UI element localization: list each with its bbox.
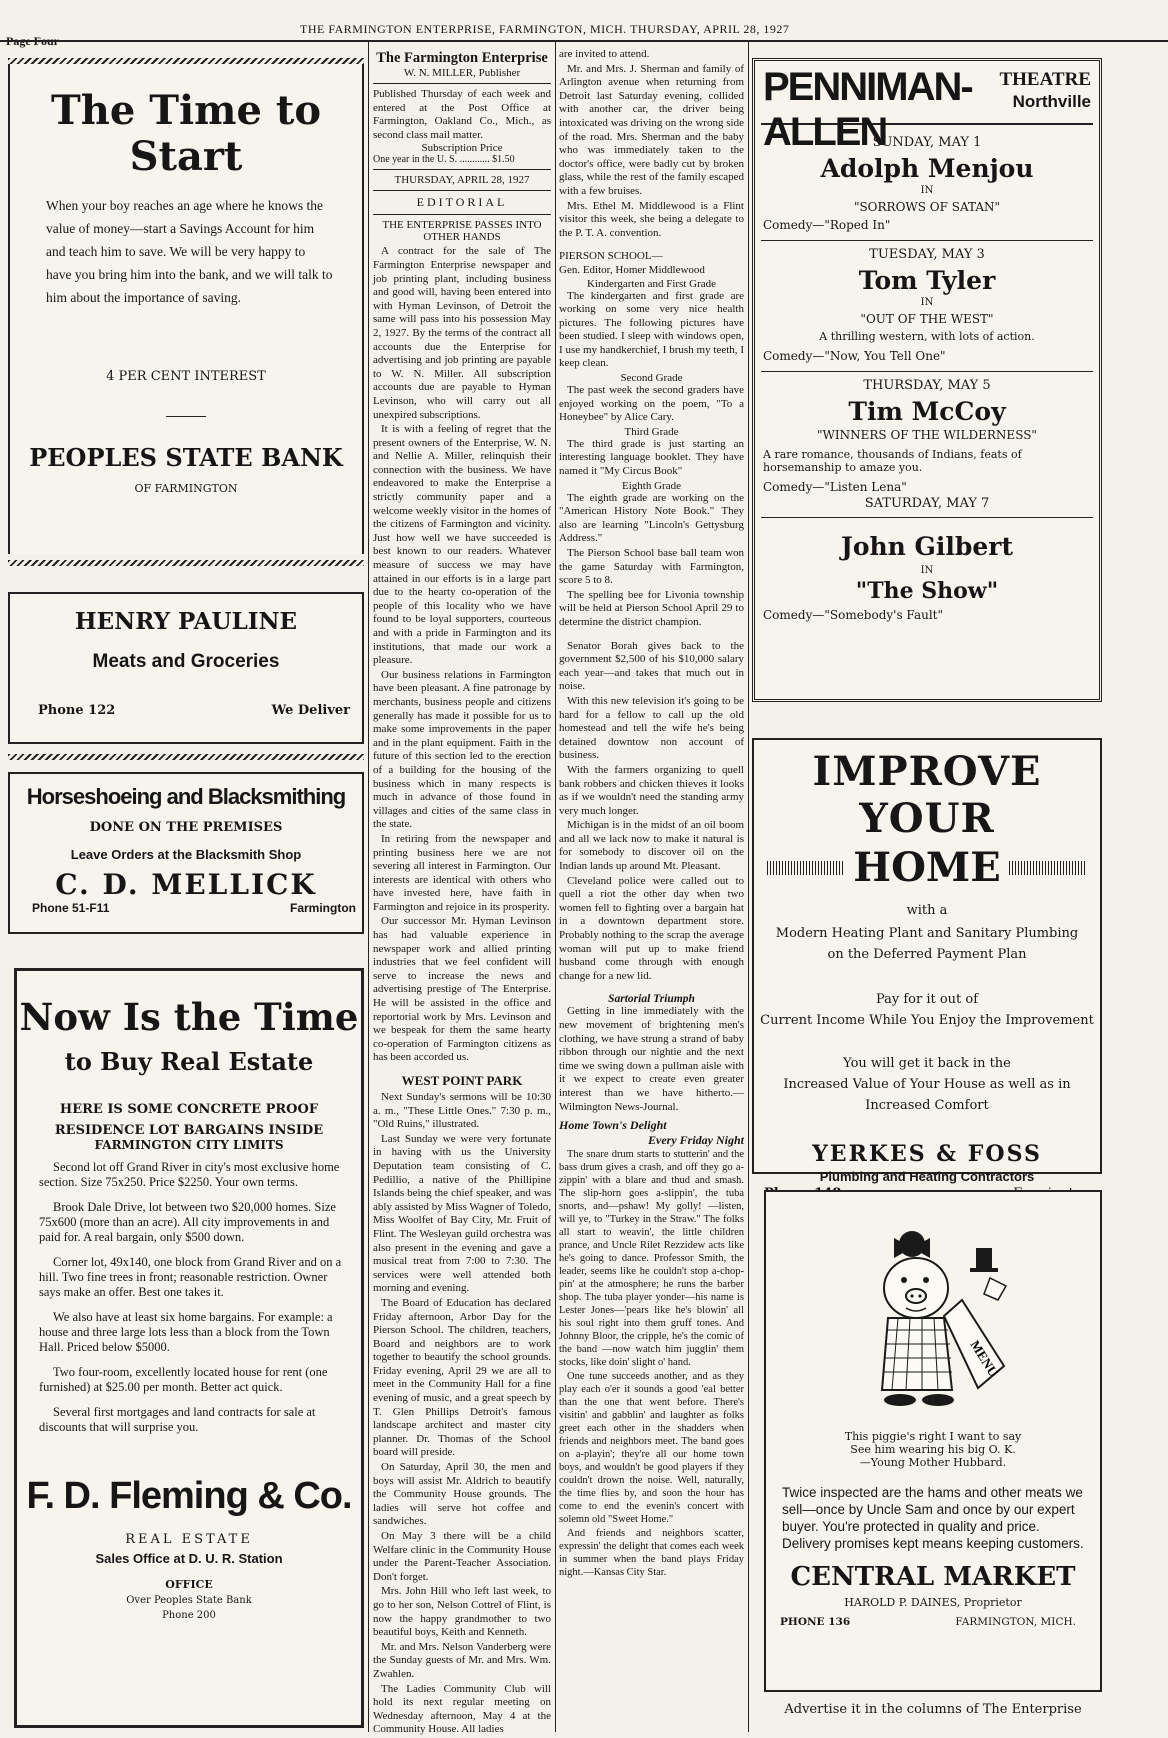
news-briefs bbox=[559, 640, 744, 984]
show-star: Tim McCoy bbox=[848, 397, 1006, 426]
fleming-office: OFFICE bbox=[165, 1578, 213, 1591]
mellick-title: Horseshoeing and Blacksmithing bbox=[26, 784, 346, 809]
wp-p6: Mrs. John Hill who left last week, to go to her son, Nelson Cottrel of Flint, is now the happy grandmother to two beautiful boys, Keith and Kenneth. bbox=[373, 1585, 551, 1639]
yerkes-modern: Modern Heating Plant and Sanitary Plumbing bbox=[775, 926, 1079, 941]
grade2-text: The past week the second graders have enjoyed working on the poem, "To a Honeybee" by Alice Cary. bbox=[559, 384, 744, 424]
masthead-title: THE FARMINGTON ENTERPRISE, FARMINGTON, MICH. THURSDAY, APRIL 28, 1927 bbox=[300, 22, 790, 36]
bank-ad bbox=[8, 64, 364, 554]
fleming-p4: We also have at least six home bargains. For example: a house and three large lots less than a block from the Town Hall. Priced below $5000. bbox=[39, 1310, 333, 1354]
show-comedy: Comedy—"Now, You Tell One" bbox=[763, 349, 946, 363]
kindergarten-head: Kindergarten and First Grade bbox=[586, 277, 716, 290]
column-rule bbox=[748, 42, 749, 1732]
show-in: IN bbox=[920, 565, 934, 576]
news-column bbox=[559, 48, 744, 1580]
fleming-office-loc: Over Peoples State Bank bbox=[126, 1595, 252, 1606]
kindergarten-text: The kindergarten and first grade are working on some very nice health pictures. The following pictures have been studied. I sleep with windows open, I use my handkerchief, I brush my teeth, I keep clean. bbox=[559, 289, 744, 370]
yerkes-back3: Increased Comfort bbox=[865, 1098, 989, 1113]
show-day: SATURDAY, MAY 7 bbox=[864, 496, 990, 511]
hometown-head: Home Town's Delight bbox=[559, 1118, 667, 1133]
show-film: "WINNERS OF THE WILDERNESS" bbox=[817, 428, 1037, 442]
theatre-town: Northville bbox=[1012, 92, 1091, 111]
subscription-price: One year in the U. S. ............ $1.50 bbox=[373, 154, 515, 166]
fleming-proof-1: HERE IS SOME CONCRETE PROOF bbox=[59, 1102, 319, 1117]
editorial-label: EDITORIAL bbox=[416, 195, 508, 210]
grade8-baseball: The Pierson School base ball team won the game Saturday with Farmington, score 5 to 8. bbox=[559, 547, 744, 587]
bank-name: PEOPLES STATE BANK bbox=[29, 443, 343, 472]
grade8-text: The eighth grade are working on the "American History Note Book." They also are learning "Lincoln's Gettysburg Address." bbox=[559, 491, 744, 545]
hometown-sub: Every Friday Night bbox=[648, 1133, 744, 1148]
pauline-footer bbox=[38, 703, 350, 718]
show-day: SUNDAY, MAY 1 bbox=[872, 135, 982, 150]
column-rule bbox=[368, 42, 369, 1732]
central-name: CENTRAL MARKET bbox=[790, 1562, 1076, 1592]
subscription-label: Subscription Price bbox=[421, 142, 503, 155]
bank-title-2: Start bbox=[129, 133, 243, 180]
pauline-name: HENRY PAULINE bbox=[74, 608, 298, 635]
pauline-deliver: We Deliver bbox=[271, 703, 350, 718]
central-market-ad bbox=[764, 1190, 1102, 1692]
editorial-column bbox=[373, 50, 551, 1738]
hometown-p2: One tune succeeds another, and as they play each o'er it sounds a good 'eal better than the one that went before. There's visitin' and gabblin' and laughter as folks greet each other in the shadders when friends and neighbors meet. The band goes on a-playin'; they're all our home town boys, and wouldn't be good players if they couldn't drown the noise. Well, naturally, the time flies by, and soon the hour has come to end the evenin's concert with solemn old "Sweet Home." bbox=[559, 1371, 744, 1526]
mellick-sub: DONE ON THE PREMISES bbox=[89, 820, 283, 835]
mellick-town: Farmington bbox=[290, 901, 356, 915]
yerkes-pay1: Pay for it out of bbox=[875, 992, 979, 1007]
border-zigzag bbox=[8, 754, 364, 760]
mellick-orders: Leave Orders at the Blacksmith Shop bbox=[70, 847, 302, 862]
pig-chef-illustration bbox=[858, 1220, 1018, 1416]
grade2-head: Second Grade bbox=[620, 372, 683, 385]
editorial-headline: THE ENTERPRISE PASSES INTO OTHER HANDS bbox=[382, 219, 542, 244]
issue-date: THURSDAY, APRIL 28, 1927 bbox=[394, 174, 530, 187]
news-p0: are invited to attend. bbox=[559, 48, 650, 60]
wp-p7: Mr. and Mrs. Nelson Vanderberg were the Sunday guests of Mr. and Mrs. Wm. Zwahlen. bbox=[373, 1640, 551, 1680]
grade8-head: Eighth Grade bbox=[622, 479, 681, 492]
grade8-spelling: The spelling bee for Livonia township will be held at Pierson School April 29 to determine the district champion. bbox=[559, 588, 744, 628]
divider bbox=[166, 416, 206, 417]
brief-4: Michigan is in the midst of an oil boom and all we lack now to make it natural is for somebody to discover oil on the Indian lands up around Mt. Pleasant. bbox=[559, 819, 744, 873]
yerkes-name: YERKES & FOSS bbox=[812, 1141, 1042, 1167]
caption-2: See him wearing his big O. K. bbox=[850, 1443, 1016, 1456]
masthead-rule bbox=[0, 40, 1168, 42]
brief-5: Cleveland police were called out to quell a riot the other day when two women fell to fighting over a bargain hat in a downtown department store. Probably nothing to the scrap the average woman will put up to make friend husband come through with enough change for a new lid. bbox=[559, 874, 744, 982]
border-zigzag bbox=[8, 560, 364, 566]
show-comedy: Comedy—"Roped In" bbox=[763, 218, 891, 232]
show-3 bbox=[763, 378, 1091, 494]
mellick-footer bbox=[32, 901, 356, 915]
yerkes-ad bbox=[752, 738, 1102, 1184]
pig-caption bbox=[766, 1430, 1100, 1469]
caption-1: This piggie's right I want to say bbox=[844, 1430, 1022, 1443]
yerkes-pay2: Current Income While You Enjoy the Improvement bbox=[760, 1013, 1094, 1028]
show-film: "SORROWS OF SATAN" bbox=[853, 200, 1001, 214]
wp-p1: Next Sunday's sermons will be 10:30 a. m., "These Little Ones." 7:30 p. m., "Old Ruins," illustrated. bbox=[373, 1091, 551, 1131]
editorial-p2: It is with a feeling of regret that the present owners of the Enterprise, W. N. and Nellie A. Miller, relinquish their connection with the business. We have endeavored to make the Enterprise a strictly community paper and a welcome weekly visitor in the homes of the citizens of Farmington and vicinity. Just how well we have succeeded is best known to our readers. Whatever measure of success we may have attained in our efforts is in a large part due to the hearty co-operation of the people of this locality who we have found to be loyal supporters, courteous and with a pride in Farmington and its institutions, that made our work a pleasure. bbox=[373, 423, 551, 667]
news-p2: Mrs. Ethel M. Middlewood is a Flint visitor this week, she being a delegate to the P. T. A. convention. bbox=[559, 199, 744, 239]
show-day: THURSDAY, MAY 5 bbox=[863, 378, 991, 393]
yerkes-back2: Increased Value of Your House as well as in bbox=[783, 1077, 1071, 1092]
wp-p4: On Saturday, April 30, the men and boys will assist Mr. Aldrich to beautify the Community House grounds. The ladies will serve hot coffee and sandwiches. bbox=[373, 1461, 551, 1528]
fleming-business: REAL ESTATE bbox=[125, 1532, 253, 1547]
fleming-proof-3: FARMINGTON CITY LIMITS bbox=[94, 1138, 284, 1152]
pauline-ad bbox=[8, 592, 364, 744]
column-rule bbox=[555, 42, 556, 1732]
yerkes-with: with a bbox=[906, 903, 948, 918]
pierson-heading: PIERSON SCHOOL— bbox=[559, 250, 663, 263]
wp-p5: On May 3 there will be a child Welfare clinic in the Community House under the Parent-Teacher Association. Don't forget. bbox=[373, 1530, 551, 1583]
show-day: TUESDAY, MAY 3 bbox=[869, 247, 985, 262]
central-footer bbox=[780, 1616, 1076, 1628]
pauline-phone: Phone 122 bbox=[38, 703, 116, 718]
sartorial-head: Sartorial Triumph bbox=[608, 993, 695, 1006]
show-comedy: Comedy—"Listen Lena" bbox=[763, 480, 907, 494]
published-note: Published Thursday of each week and entered at the Post Office at Farmington, Oakland Co., Mich., as second class mail matter. bbox=[373, 88, 551, 141]
show-in: IN bbox=[920, 185, 934, 196]
editorial-p1: A contract for the sale of The Farmington Enterprise newspaper and job printing plant, including business and good will, having been entered into with Hyman Levinson, of Detroit the same will pass into his possession May 2, 1927. By the terms of the contract all accounts due the Enterprise for advertising and job printing are payable to W. N. Miller. All subscription accounts due are payable to Hyman Levinson, who will carry out all unexpired subscriptions. bbox=[373, 245, 551, 421]
ornament bbox=[1009, 861, 1087, 875]
masthead bbox=[0, 18, 1168, 40]
hometown-p3: And friends and neighbors scatter, expressin' the delight that comes each week in summer when the band plays Friday night.—Kansas City Star. bbox=[559, 1528, 744, 1579]
sartorial-text: Getting in line immediately with the new movement of brightening men's clothing, we have strung a strand of baby ribbon through our nightie and the next time we swing down a pullman aisle with it we expect to create even greater interest than we have hitherto.—Wilmington News-Journal. bbox=[559, 1005, 744, 1113]
theatre-word: THEATRE bbox=[999, 69, 1091, 90]
brief-3: With the farmers organizing to quell bank robbers and chicken thieves it looks as if we wouldn't need the standing army very much longer. bbox=[559, 763, 744, 817]
show-comedy: Comedy—"Somebody's Fault" bbox=[763, 608, 944, 622]
show-star: Tom Tyler bbox=[858, 266, 996, 295]
yerkes-title-1: IMPROVE YOUR bbox=[812, 748, 1042, 842]
fleming-p6: Several first mortgages and land contracts for sale at discounts that will surprise you. bbox=[39, 1405, 316, 1434]
fleming-p2: Brook Dale Drive, lot between two $20,000 homes. Size 75x600 (more than an acre). All city improvements in and paid for. A real bargain, only $500 down. bbox=[39, 1200, 336, 1244]
show-film: "The Show" bbox=[855, 578, 999, 604]
footer-note: Advertise it in the columns of The Enterprise bbox=[784, 1702, 1082, 1717]
menu-word: MENU bbox=[967, 1337, 1002, 1380]
theatre-name: PENNIMAN-ALLEN bbox=[763, 65, 972, 154]
fleming-body bbox=[39, 1160, 343, 1435]
fleming-p1: Second lot off Grand River in city's most exclusive home section. Size 75x250. Price $2250. Your own terms. bbox=[39, 1160, 340, 1189]
publisher: W. N. MILLER, Publisher bbox=[403, 67, 521, 79]
editorial-body bbox=[373, 245, 551, 1065]
wp-p3: The Board of Education has declared Friday afternoon, Arbor Day for the Pierson School. The children, teachers, Board and neighbors are to work together to beautify the school grounds. Friday evening, April 29 we are all to meet in the Community Hall for a fine evening of music, and a great speech by T. Glen Phillips Detroit's famous landscape architect and master city planner. Dr. Thomas of the School board will preside. bbox=[373, 1296, 551, 1459]
bank-place: OF FARMINGTON bbox=[134, 482, 238, 495]
show-star: Adolph Menjou bbox=[820, 154, 1034, 183]
paper-name: The Farmington Enterprise bbox=[376, 50, 548, 66]
editorial-p5: Our successor Mr. Hyman Levinson has had valuable experience in newspaper work and allied printing industries that we feel confident will serve to increase the news and advertising prestige of The Enterprise. He will be assisted in the office and reportorial work by Mrs. Levinson and we bespeak for them the same hearty co-operation of Farmington citizens as has been accorded us. bbox=[373, 915, 551, 1064]
yerkes-back1: You will get it back in the bbox=[843, 1056, 1011, 1071]
show-star: John Gilbert bbox=[840, 532, 1013, 561]
wp-p8: The Ladies Community Club will hold its next regular meeting on Wednesday afternoon, May 4 at the Community House. All ladies bbox=[373, 1682, 551, 1736]
grade3-head: Third Grade bbox=[624, 425, 679, 438]
yerkes-trade: Plumbing and Heating Contractors bbox=[819, 1169, 1035, 1184]
pierson-sub: Gen. Editor, Homer Middlewood bbox=[559, 263, 705, 276]
fleming-title-2: to Buy Real Estate bbox=[64, 1047, 314, 1076]
brief-1: Senator Borah gives back to the government $2,500 of his $10,000 salary each year—and takes that much out in noise. bbox=[559, 639, 744, 693]
fleming-sales: Sales Office at D. U. R. Station bbox=[95, 1551, 283, 1566]
show-note: A rare romance, thousands of Indians, feats of horsemanship to amaze you. bbox=[763, 448, 1022, 474]
fleming-p5: Two four-room, excellently located house for rent (one furnished) at $25.00 per month. Better act quick. bbox=[39, 1365, 328, 1394]
central-town: FARMINGTON, MICH. bbox=[955, 1616, 1076, 1628]
mellick-ad bbox=[8, 772, 364, 934]
bank-interest: 4 PER CENT INTEREST bbox=[106, 369, 266, 384]
pauline-tagline: Meats and Groceries bbox=[92, 651, 280, 672]
hometown-body bbox=[559, 1148, 744, 1579]
fleming-name: F. D. Fleming & Co. bbox=[26, 1475, 352, 1517]
yerkes-title-2: HOME bbox=[853, 844, 1001, 891]
west-point-body bbox=[373, 1091, 551, 1737]
theatre-ad bbox=[752, 58, 1102, 702]
fleming-ad bbox=[14, 968, 364, 1728]
central-phone: PHONE 136 bbox=[780, 1616, 851, 1628]
ornament bbox=[767, 861, 845, 875]
editorial-p3: Our business relations in Farmington have been pleasant. A fine patronage by merchants, business people and citizens generally has made it possible for us to make some improvements in the paper and in the plant equipment. Faith in the future of this section led to the erection of a building for the housing of the business which in many respects is much in advance of those found in villages and cities of the same class in the state. bbox=[373, 668, 551, 831]
show-film: "OUT OF THE WEST" bbox=[860, 312, 994, 326]
grade3-text: The third grade is just starting an interesting language booklet. They have named it "My Circus Book" bbox=[559, 437, 744, 478]
mellick-phone: Phone 51-F11 bbox=[32, 901, 110, 915]
yerkes-home-row bbox=[754, 844, 1100, 891]
fleming-phone: Phone 200 bbox=[162, 1610, 216, 1621]
bank-title-1: The Time to bbox=[50, 87, 322, 134]
fleming-proof-2: RESIDENCE LOT BARGAINS INSIDE bbox=[54, 1123, 324, 1138]
west-point-headline: WEST POINT PARK bbox=[401, 1073, 523, 1088]
show-2 bbox=[763, 247, 1091, 363]
editorial-p4: In retiring from the newspaper and printing business here we are not severing all interest in Farmington. Our interests are identical with others who have invested here, have faith in Farmington and rejoice in its prosperity. bbox=[373, 832, 551, 913]
hometown-p1: The snare drum starts to stutterin' and the bass drum gives a crash, and off they go a-zippin' with a blare and thud and smash. The slip-horn goes a-slippin', the tuba snorts, and—pshaw! My golly! —listen, will ye, to "Turkey in the Straw." The folks all start to weavin', the little children prance, and Uncle Rilet Rezzidew acts like he's going to dance. Professor Smith, the leader, seems like he couldn't stop a-chop-pin' at the atmosphere; he runs the barber shop. The tuba player yonder—his name is Lester Jones—'pears like he's blowin' all his soul right into them gruff tones. And Johnny Bloor, the cripple, he's the comic of the band —now watch him jugglin' them stocks, like doin' slight o' hand. bbox=[559, 1149, 744, 1369]
show-in: IN bbox=[920, 297, 934, 308]
show-4 bbox=[763, 496, 1091, 622]
yerkes-deferred: on the Deferred Payment Plan bbox=[827, 947, 1027, 962]
news-p1: Mr. and Mrs. J. Sherman and family of Arlington avenue when returning from Detroit last Saturday evening, collided with another car, the driver being intoxicated was driving on the wrong side of the road. Mrs. Sherman and the baby who was immediately taken to the doctor's office, were badly cut by broken glass, while the rest of the family escaped with a few bruises. bbox=[559, 62, 744, 197]
caption-3: —Young Mother Hubbard. bbox=[859, 1456, 1007, 1469]
show-note: A thrilling western, with lots of action. bbox=[819, 330, 1035, 343]
wp-p2: Last Sunday we were very fortunate in having with us the University Deputation team consisting of C. Pedillio, a native of the Phillipine Islands being the chief speaker, and was ably assisted by Miss Wagner of Toledo, Miss Woolfet of Bay City, Mr. Fruit of Flint. The Wesleyan guild orchestra was also present in the evening and gave a musical treat from 7:00 to 7:30. The services were well attended both morning and evening. bbox=[373, 1132, 551, 1295]
fleming-p3: Corner lot, 49x140, one block from Grand River and on a hill. Two fine trees in front; reasonable restriction. Owner says make an offer. Best one takes it. bbox=[39, 1255, 342, 1299]
central-prop: HAROLD P. DAINES, Proprietor bbox=[844, 1596, 1022, 1609]
central-body: Twice inspected are the hams and other meats we sell—once by Uncle Sam and once by our expert buyer. You're protected in quality and price. Delivery promises kept means keeping customers. bbox=[782, 1485, 1084, 1551]
brief-2: With this new television it's going to be hard for a fellow to call up the old homestead and tell the wife he's being detained downtow non account of business. bbox=[559, 694, 744, 762]
mellick-name: C. D. MELLICK bbox=[55, 868, 317, 901]
bank-body: When your boy reaches an age where he knows the value of money—start a Savings Account for him and teach him to save. We will be very happy to have you bring him into the bank, and we will talk to him about the importance of saving. bbox=[46, 198, 333, 305]
news-top bbox=[559, 48, 744, 240]
fleming-title-1: Now Is the Time bbox=[19, 995, 359, 1039]
